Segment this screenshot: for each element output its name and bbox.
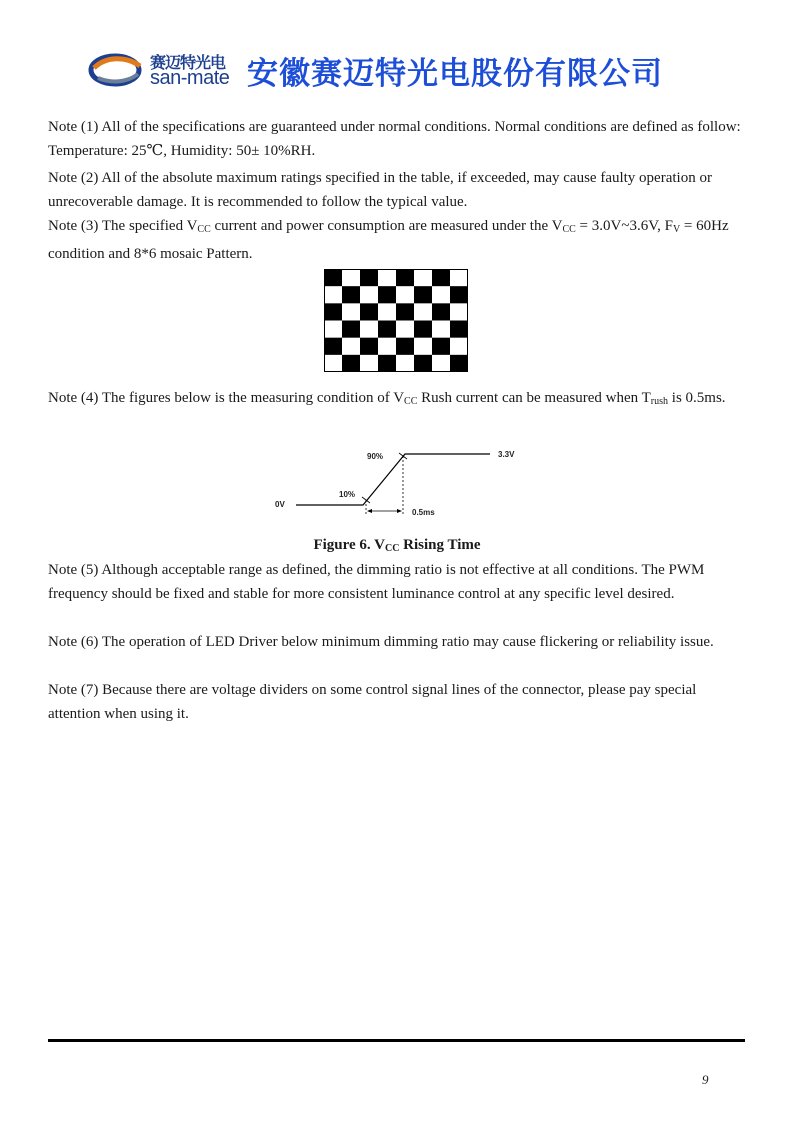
note-3-sub-a: CC (197, 224, 211, 235)
note-7: Note (7) Because there are voltage dividers on some control signal lines of the connector, please pay special attention when using it. (48, 682, 697, 722)
mosaic-cell (378, 286, 396, 303)
figure-caption-b: Rising Time (399, 537, 481, 553)
label-3v3: 3.3V (498, 450, 515, 459)
label-10-percent: 10% (339, 490, 356, 499)
note-3 (48, 214, 748, 266)
mosaic-cell (414, 321, 432, 338)
mosaic-cell (378, 321, 396, 338)
mosaic-cell (450, 321, 468, 338)
note-3-text-b: current and power consumption are measured under the V (210, 218, 563, 234)
note-5: Note (5) Although acceptable range as defined, the dimming ratio is not effective at all conditions. The PWM frequency should be fixed and stable for more consistent luminance control at any specific level desired. (48, 562, 705, 602)
mosaic-cell (432, 269, 450, 286)
time-arrow-right-head (397, 509, 402, 513)
mosaic-cell (432, 303, 450, 320)
mosaic-cell (342, 321, 360, 338)
note-3-sub-b: CC (562, 224, 576, 235)
note-3-text-c: = 3.0V~3.6V, F (575, 218, 673, 234)
mosaic-cell (324, 303, 342, 320)
note-3-text-d: = 60Hz condition and 8*6 mosaic Pattern. (48, 218, 729, 262)
mosaic-cell (342, 355, 360, 372)
mosaic-cell (324, 338, 342, 355)
label-rise-time: 0.5ms (412, 508, 435, 517)
mosaic-cell (342, 286, 360, 303)
mosaic-cell (360, 303, 378, 320)
page-number: 9 (702, 1072, 709, 1087)
mosaic-cell (450, 286, 468, 303)
vcc-waveform (296, 454, 490, 505)
vcc-rising-time-diagram (260, 440, 540, 530)
note-4-sub-a: CC (404, 396, 418, 407)
company-name: 安徽赛迈特光电股份有限公司 (247, 56, 663, 92)
figure-caption-sub: CC (384, 543, 400, 554)
time-arrow-left-head (367, 509, 372, 513)
note-4-sub-b: rush (650, 396, 669, 407)
label-0v: 0V (275, 500, 285, 509)
mosaic-cell (360, 338, 378, 355)
figure-caption-a: Figure 6. V (313, 537, 385, 553)
note-1: Note (1) All of the specifications are guaranteed under normal conditions. Normal conditions are defined as follow: Temperature: 25℃, Humidity: 50± 10%RH. (48, 119, 741, 159)
label-90-percent: 90% (367, 452, 384, 461)
note-2: Note (2) All of the absolute maximum ratings specified in the table, if exceeded, may cause faulty operation or unrecoverable damage. It is recommended to follow the typical value. (48, 170, 712, 210)
note-4-text-a: Note (4) The figures below is the measuring condition of V (48, 390, 405, 406)
mosaic-cell (396, 269, 414, 286)
footer-divider (48, 1039, 745, 1042)
note-3-text-a: Note (3) The specified V (48, 218, 198, 234)
san-mate-logo-icon (88, 48, 146, 90)
logo-english-text: san-mate (150, 67, 230, 89)
mosaic-cell (414, 355, 432, 372)
note-4-text-b: Rush current can be measured when T (417, 390, 651, 406)
mosaic-pattern (324, 269, 468, 372)
mosaic-cell (324, 269, 342, 286)
mosaic-cell (360, 269, 378, 286)
mosaic-cell (414, 286, 432, 303)
note-4-text-c: is 0.5ms. (668, 390, 726, 406)
mosaic-cell (432, 338, 450, 355)
mosaic-cell (396, 303, 414, 320)
mosaic-cell (396, 338, 414, 355)
mosaic-cell (378, 355, 396, 372)
mosaic-cell (450, 355, 468, 372)
note-4 (48, 386, 748, 414)
figure-caption (0, 537, 794, 554)
page-header (88, 44, 708, 94)
note-6: Note (6) The operation of LED Driver below minimum dimming ratio may cause flickering or reliability issue. (48, 634, 714, 650)
note-3-sub-c: V (672, 224, 681, 235)
logo-chinese-text: 赛迈特光电 (150, 53, 226, 72)
